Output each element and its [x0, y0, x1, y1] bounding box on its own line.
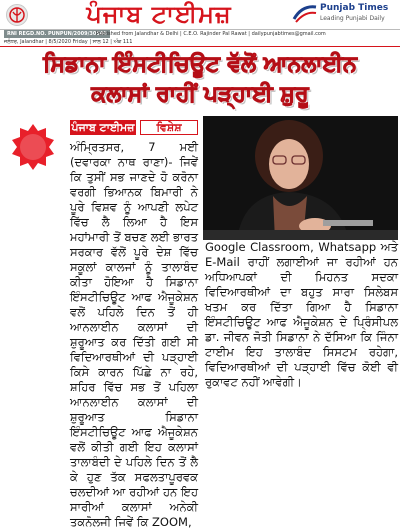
principal-photo: [203, 116, 398, 240]
masthead: [0, 0, 400, 28]
registration-number: RNI REGD.NO. PUNPUN/2009/30546: [4, 30, 110, 38]
brand-swoosh-icon: [292, 3, 318, 25]
khanda-emblem-icon: [6, 4, 28, 26]
newspaper-title: ਪੰਜਾਬ ਟਾਈਮਜ਼: [86, 0, 232, 28]
brand-name: Punjab Times: [320, 3, 389, 13]
headline-line-2: ਕਲਾਸਾਂ ਰਾਹੀਂ ਪੜ੍ਹਾਈ ਸ਼ੁਰੂ: [91, 82, 309, 107]
edition-info: ਜਲੰਧਰ, Jalandhar | 8/5/2020 Friday | ਸਾਲ 12 | ਅੰਕ 111: [4, 39, 133, 45]
section-tag: ਪੰਜਾਬ ਟਾਈਮਜ਼: [71, 121, 135, 134]
article-body-left: ਅੰਮ੍ਰਿਤਸਰ, 7 ਮਈ (ਦਵਾਰਕਾ ਨਾਥ ਰਾਣਾ)- ਜਿਵੇਂ ਕਿ ਤੁਸੀਂ ਸਭ ਜਾਣਦੇ ਹੋ ਕਰੋਨਾ ਵਰਗੀ ਭਿਆਨਕ ਬਿਮਾਰੀ ਨੇ ਪੂਰੇ ਵਿਸ਼ਵ ਨੂੰ ਆਪਣੀ ਲਪੇਟ ਵਿੱਚ ਲੈ ਲਿਆ ਹੈ ਇਸ ਮਹਾਂਮਾਰੀ ਤੋਂ ਬਚਣ ਲਈ ਭਾਰਤ ਸਰਕਾਰ ਵੱਲੋਂ ਪੂਰੇ ਦੇਸ਼ ਵਿੱਚ ਸਕੂਲਾਂ ਕਾਲਜਾਂ ਨੂੰ ਤਾਲਾਬੰਦ ਕੀਤਾ ਹੋਇਆ ਹੈ ਸਿਡਾਨਾ ਇੰਸਟੀਚਿਊਟ ਆਫ ਐਜੂਕੇਸ਼ਨ ਵਲੋਂ ਪਹਿਲੇ ਦਿਨ ਤੋਂ ਹੀ ਆਨਲਾਈਨ ਕਲਾਸਾਂ ਦੀ ਸ਼ੁਰੂਆਤ ਕਰ ਦਿੱਤੀ ਗਈ ਸੀ ਵਿਦਿਆਰਥੀਆਂ ਦੀ ਪੜ੍ਹਾਈ ਕਿਸੇ ਕਾਰਨ ਪਿੱਛੇ ਨਾ ਰਹੇ, ਸ਼ਹਿਰ ਵਿੱਚ ਸਭ ਤੋਂ ਪਹਿਲਾ ਆਨਲਾਈਨ ਕਲਾਸਾਂ ਦੀ ਸ਼ੁਰੂਆਤ ਸਿਡਾਨਾ ਇੰਸਟੀਚਿਊਟ ਆਫ ਐਜੂਕੇਸ਼ਨ ਵਲੋਂ ਕੀਤੀ ਗਈ ਇਹ ਕਲਾਸਾਂ ਤਾਲਾਬੰਦੀ ਦੇ ਪਹਿਲੇ ਦਿਨ ਤੋਂ ਲੈ ਕੇ ਹੁਣ ਤੱਕ ਸਫਲਤਾਪੂਰਵਕ ਚਲਦੀਆਂ ਆ ਰਹੀਆਂ ਹਨ ਇਹ ਸਾਰੀਆਂ ਕਲਾਸਾਂ ਅਨੇਕੀ ਤਕਨੋਲਜੀ ਜਿਵੇਂ ਕਿ ZOOM,: [70, 140, 198, 529]
publisher-info: Published from Jalandhar & Delhi | C.E.O. Rajinder Pal Rawat | dailypunjabtimes@gmail.com: [96, 31, 326, 37]
headline: [0, 50, 400, 114]
edition-strip: [0, 38, 400, 47]
article-body-right: Google Classroom, Whatsapp ਅਤੇ E-Mail ਰਾਹੀਂ ਲਗਾਈਆਂ ਜਾ ਰਹੀਆਂ ਹਨ ਅਧਿਆਪਕਾਂ ਦੀ ਮਿਹਨਤ ਸਦਕਾ ਵਿਦਿਆਰਥੀਆਂ ਦਾ ਬਹੁਤ ਸਾਰਾ ਸਿਲੇਬਸ ਖਤਮ ਕਰ ਦਿੱਤਾ ਗਿਆ ਹੈ ਸਿਡਾਨਾ ਇੰਸਟੀਚਿਊਟ ਆਫ ਐਜੂਕੇਸ਼ਨ ਦੇ ਪ੍ਰਿੰਸੀਪਲ ਡਾ. ਜੀਵਨ ਜੋਤੀ ਸਿਡਾਨਾ ਨੇ ਦੱਸਿਆ ਕਿ ਜਿੰਨਾ ਟਾਈਮ ਇਹ ਤਾਲਾਬੰਦ ਸਿਸਟਮ ਰਹੇਗਾ, ਵਿਦਿਆਰਥੀਆਂ ਦੀ ਪੜ੍ਹਾਈ ਵਿੱਚ ਕੋਈ ਵੀ ਰੁਕਾਵਟ ਨਹੀਂ ਆਵੇਗੀ।: [205, 240, 398, 389]
headline-line-1: ਸਿਡਾਨਾ ਇੰਸਟੀਚਿਊਟ ਵੱਲੋਂ ਆਨਲਾਈਨ: [43, 52, 357, 77]
section-label: [70, 120, 200, 135]
brand-block: [292, 3, 396, 25]
info-strip: [0, 29, 400, 38]
brand-tagline: Leading Punjabi Daily: [320, 15, 385, 22]
special-report-badge-icon: [8, 122, 58, 172]
section-tag-special: ਵਿਸ਼ੇਸ਼: [140, 120, 198, 135]
